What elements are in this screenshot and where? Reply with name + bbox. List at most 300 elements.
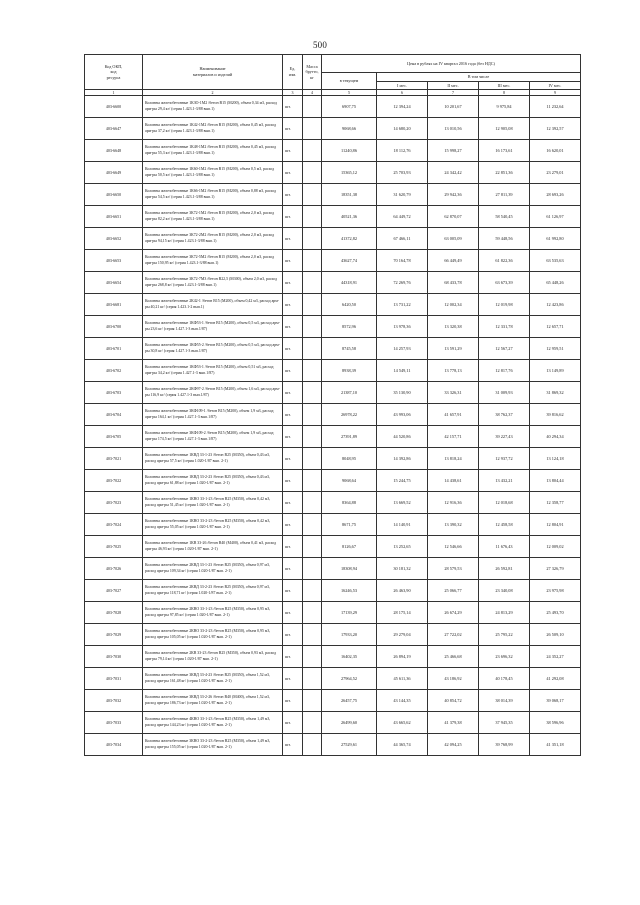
row-name: Колонны железобетонные 1К48-1М2 /бетон В15 (М200), объем 0,45 м3, расход арм-ры 55,3 кг/ (серия 1.423.1-3/88 вып.1) — [143, 140, 283, 162]
row-name: Колонны железобетонные 1К60-1М2 /бетон В15 (М200), объем 0,5 м3, расход арм-ры 50,5 кг/ (серия 1.423.1-3/88 вып.1) — [143, 162, 283, 184]
row-price-current: 44318,91 — [322, 272, 377, 294]
row-price-m2: 13 390,32 — [428, 514, 479, 536]
row-unit: шт. — [283, 316, 303, 338]
row-name: Колонны железобетонные 3КФ109-2 /бетон В15 (М200), объем 1,9 м3, расход арм-ры 174,5 кг/ (серия 1.427.1-3 вып.1/87) — [143, 426, 283, 448]
table-row — [85, 580, 581, 602]
header-name-line2: материалов и изделий — [192, 72, 233, 77]
row-price-m4: 41 351,18 — [530, 734, 581, 756]
row-price-m1: 13 252,65 — [377, 536, 428, 558]
row-price-m2: 68 433,78 — [428, 272, 479, 294]
row-price-current: 26499,60 — [322, 712, 377, 734]
header-incl: В том числе — [377, 73, 581, 82]
row-mass — [303, 470, 322, 492]
row-code: 403-6648 — [85, 140, 143, 162]
row-mass — [303, 360, 322, 382]
row-code: 403-7028 — [85, 602, 143, 624]
row-price-m1: 43 144,35 — [377, 690, 428, 712]
row-mass — [303, 294, 322, 316]
row-price-current: 8671,75 — [322, 514, 377, 536]
row-price-current: 8938,39 — [322, 360, 377, 382]
row-price-m2: 24 342,42 — [428, 162, 479, 184]
row-name: Колонны железобетонные 3КВО 33-2-23 /бетон В25 (М350), объем 1,49 м3, расход арм-ры 155,05 кг/ (серия 1.020-1/87 вып. 2-1) — [143, 734, 283, 756]
row-price-m1: 14 549,11 — [377, 360, 428, 382]
row-unit: шт. — [283, 734, 303, 756]
row-mass — [303, 382, 322, 404]
row-mass — [303, 624, 322, 646]
row-price-m2: 13 818,24 — [428, 448, 479, 470]
row-name: Колонны железобетонные 3К72-2М2 /бетон В15 (М200), объем 2,0 м3, расход арм-ры 94,15 кг/ (серия 1.423.1-3/88 вып.1) — [143, 228, 283, 250]
row-code: 403-6700 — [85, 316, 143, 338]
row-code: 403-7024 — [85, 514, 143, 536]
row-price-m1: 70 164,78 — [377, 250, 428, 272]
row-name: Колонны железобетонные 2К42-1 /бетон В15 (М200), объем 0,42 м3, расход арм-ры 40,21 кг/ (серия 1.423.1-2 вып.1) — [143, 294, 283, 316]
row-unit: шт. — [283, 492, 303, 514]
row-price-m2: 14 438,61 — [428, 470, 479, 492]
row-code: 403-7031 — [85, 668, 143, 690]
row-price-m2: 26 674,29 — [428, 602, 479, 624]
row-mass — [303, 712, 322, 734]
row-mass — [303, 536, 322, 558]
row-unit: шт. — [283, 646, 303, 668]
row-price-m4: 26 509,10 — [530, 624, 581, 646]
row-name: Колонны железобетонные 1КВО 33-1-23 /бетон В25 (М350), объем 0,42 м3, расход арм-ры 51,45 кг/ (серия 1.020-1/87 вып. 2-1) — [143, 492, 283, 514]
row-unit: шт. — [283, 448, 303, 470]
row-name: Колонны железобетонные 1КВ 33-26 /бетон В40 (М400), объем 0,41 м3, расход арм-ры 46,93 кг/ (серия 1.020-1/87 вып. 2-1) — [143, 536, 283, 558]
row-unit: шт. — [283, 250, 303, 272]
row-unit: шт. — [283, 514, 303, 536]
row-code: 403-6654 — [85, 272, 143, 294]
row-name: Колонны железобетонные 3К72-5М2 /бетон В15 (М200), объем 2,0 м3, расход арм-ры 150,95 кг/ (серия 1.423.1-3/88 вып.1) — [143, 250, 283, 272]
row-mass — [303, 668, 322, 690]
row-unit: шт. — [283, 338, 303, 360]
header-price-title: Цена в рублях на IV квартал 2016 года (без НДС) — [322, 55, 581, 73]
row-unit: шт. — [283, 118, 303, 140]
row-name: Колонны железобетонные 3КВД 33-4-23 /бетон В25 (М350), объем 1,52 м3, расход арм-ры 161,48 кг/ (серия 1.020-1/87 вып. 2-1) — [143, 668, 283, 690]
row-mass — [303, 118, 322, 140]
row-price-m1: 43 665,62 — [377, 712, 428, 734]
row-mass — [303, 646, 322, 668]
row-price-m1: 13 731,22 — [377, 294, 428, 316]
table-row — [85, 250, 581, 272]
row-price-m4: 13 124,18 — [530, 448, 581, 470]
row-price-m3: 59 448,56 — [479, 228, 530, 250]
row-name: Колонны железобетонные 1КФ53-1 /бетон В15 (М200), объем 0,51 м3, расход арм-ры 34,2 кг/ (серия 1.427.1-3 вып.1/87) — [143, 360, 283, 382]
row-price-current: 8048,95 — [322, 448, 377, 470]
row-mass — [303, 580, 322, 602]
row-price-current: 41372,82 — [322, 228, 377, 250]
table-row — [85, 382, 581, 404]
row-unit: шт. — [283, 96, 303, 118]
row-code: 403-7022 — [85, 470, 143, 492]
row-unit: шт. — [283, 602, 303, 624]
row-code: 403-6704 — [85, 404, 143, 426]
row-price-current: 17933,20 — [322, 624, 377, 646]
row-price-m4: 11 232,64 — [530, 96, 581, 118]
table-row — [85, 646, 581, 668]
row-mass — [303, 96, 322, 118]
row-code: 403-6702 — [85, 360, 143, 382]
row-code: 403-6600 — [85, 96, 143, 118]
row-code: 403-7025 — [85, 536, 143, 558]
row-price-m4: 13 149,89 — [530, 360, 581, 382]
row-price-current: 27964,52 — [322, 668, 377, 690]
row-price-m4: 61 992,80 — [530, 228, 581, 250]
header-q3: III мес. — [479, 82, 530, 90]
row-price-current: 26457,75 — [322, 690, 377, 712]
row-name: Колонны железобетонные 2КВД 33-2-23 /бетон В25 (М350), объем 0,97 м3, расход арм-ры 118,71 кг/ (серия 1.020-1/87 вып. 2-1) — [143, 580, 283, 602]
row-unit: шт. — [283, 668, 303, 690]
row-price-m4: 13 804,44 — [530, 470, 581, 492]
row-mass — [303, 492, 322, 514]
row-mass — [303, 426, 322, 448]
row-code: 403-7034 — [85, 734, 143, 756]
row-price-m1: 14 392,86 — [377, 448, 428, 470]
row-price-m3: 12 018,68 — [479, 492, 530, 514]
row-price-m1: 15 244,75 — [377, 470, 428, 492]
row-price-current: 8745,58 — [322, 338, 377, 360]
row-price-current: 9068,66 — [322, 118, 377, 140]
row-price-m3: 63 673,39 — [479, 272, 530, 294]
header-row-1 — [85, 55, 581, 73]
row-price-m2: 41 657,91 — [428, 404, 479, 426]
col-num-5: 5 — [322, 90, 377, 96]
table-row — [85, 536, 581, 558]
row-price-m1: 26 463,90 — [377, 580, 428, 602]
row-price-m3: 12 567,27 — [479, 338, 530, 360]
row-code: 403-6652 — [85, 228, 143, 250]
row-mass — [303, 140, 322, 162]
row-name: Колонны железобетонные 2КВ 33-23 /бетон В25 (М350), объем 0,93 м3, расход арм-ры 79,14 кг/ (серия 1.020-1/87 вып. 2-1) — [143, 646, 283, 668]
header-name — [143, 55, 283, 90]
row-unit: шт. — [283, 294, 303, 316]
table-row — [85, 184, 581, 206]
row-price-m1: 45 611,36 — [377, 668, 428, 690]
row-name: Колонны железобетонные 2КВО 33-1-23 /бетон В25 (М350), объем 0,95 м3, расход арм-ры 97,85 кг/ (серия 1.020-1/87 вып. 2-1) — [143, 602, 283, 624]
row-price-current: 15365,12 — [322, 162, 377, 184]
table-row — [85, 294, 581, 316]
row-name: Колонны железобетонные 1К42-1М2 /бетон В15 (М200), объем 0,45 м3, расход арм-ры 37,2 кг/ (серия 1.423.1-3/88 вып.1) — [143, 118, 283, 140]
row-code: 403-7021 — [85, 448, 143, 470]
row-mass — [303, 316, 322, 338]
row-mass — [303, 404, 322, 426]
row-price-m1: 14 140,91 — [377, 514, 428, 536]
row-price-m4: 12 392,57 — [530, 118, 581, 140]
row-code: 403-6705 — [85, 426, 143, 448]
table-row — [85, 514, 581, 536]
header-code-line1: Код ОКП, — [104, 63, 123, 69]
row-price-m2: 13 778,13 — [428, 360, 479, 382]
row-price-m4: 16 620,01 — [530, 140, 581, 162]
page-number: 500 — [312, 40, 328, 50]
table-row — [85, 404, 581, 426]
table-row — [85, 624, 581, 646]
row-price-current: 27391,89 — [322, 426, 377, 448]
row-price-m4: 12 657,71 — [530, 316, 581, 338]
row-price-m1: 67 466,11 — [377, 228, 428, 250]
row-price-m3: 38 762,37 — [479, 404, 530, 426]
row-price-current: 21387,10 — [322, 382, 377, 404]
row-price-m4: 28 693,26 — [530, 184, 581, 206]
row-price-m3: 37 945,35 — [479, 712, 530, 734]
row-price-m1: 43 993,06 — [377, 404, 428, 426]
row-price-m1: 44 520,86 — [377, 426, 428, 448]
row-price-m3: 24 813,29 — [479, 602, 530, 624]
row-price-m3: 22 851,36 — [479, 162, 530, 184]
row-price-m4: 12 358,77 — [530, 492, 581, 514]
row-price-m4: 23 975,98 — [530, 580, 581, 602]
row-mass — [303, 206, 322, 228]
row-price-current: 8572,96 — [322, 316, 377, 338]
row-price-m3: 40 178,45 — [479, 668, 530, 690]
header-name-line1: Наименование — [199, 66, 226, 72]
table-row — [85, 162, 581, 184]
header-mass-line1: Масса — [306, 63, 318, 69]
row-price-current: 16402,35 — [322, 646, 377, 668]
row-price-m2: 10 201,67 — [428, 96, 479, 118]
col-num-8: 8 — [479, 90, 530, 96]
row-code: 403-6681 — [85, 294, 143, 316]
row-price-m1: 14 257,93 — [377, 338, 428, 360]
row-price-m3: 27 811,39 — [479, 184, 530, 206]
row-price-m2: 12 916,36 — [428, 492, 479, 514]
row-price-m2: 12 546,66 — [428, 536, 479, 558]
row-price-m1: 14 680,20 — [377, 118, 428, 140]
row-name: Колонны железобетонные 1КВД 33-1-23 /бетон В25 (М350), объем 0,43 м3, расход арм-ры 57,5 кг/ (серия 1.020-1/87 вып. 2-1) — [143, 448, 283, 470]
row-price-m2: 66 449,49 — [428, 250, 479, 272]
row-price-m3: 38 014,39 — [479, 690, 530, 712]
row-price-m3: 9 975,84 — [479, 96, 530, 118]
table-row — [85, 558, 581, 580]
col-num-6: 6 — [377, 90, 428, 96]
row-price-current: 17139,29 — [322, 602, 377, 624]
row-name: Колонны железобетонные 4КВО 33-1-23 /бетон В25 (М350), объем 1,49 м3, расход арм-ры 144,23 кг/ (серия 1.020-1/87 вып. 2-1) — [143, 712, 283, 734]
table-row — [85, 316, 581, 338]
row-price-m4: 40 294,34 — [530, 426, 581, 448]
table-row — [85, 668, 581, 690]
row-price-m2: 25 466,68 — [428, 646, 479, 668]
row-mass — [303, 184, 322, 206]
row-code: 403-7033 — [85, 712, 143, 734]
row-price-m2: 29 942,36 — [428, 184, 479, 206]
header-code-line3: ресурса — [106, 74, 121, 80]
table-row — [85, 338, 581, 360]
row-mass — [303, 448, 322, 470]
table-row — [85, 140, 581, 162]
row-name: Колонны железобетонные 1КЗО-1М2 /бетон В15 (М200), объем 0,34 м3, расход арм-ры 29,4 кг/ (серия 1.423.1-3/88 вып.1) — [143, 96, 283, 118]
row-unit: шт. — [283, 272, 303, 294]
table-row — [85, 228, 581, 250]
row-price-current: 40521,36 — [322, 206, 377, 228]
row-code: 403-7027 — [85, 580, 143, 602]
row-name: Колонны железобетонные 2КФ97-2 /бетон В15 (М200), объем 1,6 м3, расход арм-ры 116,9 кг/ (серия 1.427.1-3 вып.1/87) — [143, 382, 283, 404]
table-row — [85, 470, 581, 492]
row-unit: шт. — [283, 712, 303, 734]
row-mass — [303, 514, 322, 536]
row-name: Колонны железобетонные 1КФ55-2 /бетон В15 (М200), объем 0,5 м3, расход арм-ры 30,8 кг/ (серия 1.427.1-3 вып.1/87) — [143, 338, 283, 360]
row-price-m2: 41 379,38 — [428, 712, 479, 734]
header-q2: II мес. — [428, 82, 479, 90]
row-price-current: 18351,38 — [322, 184, 377, 206]
row-price-m3: 58 540,45 — [479, 206, 530, 228]
header-basis: в текущем — [322, 73, 377, 90]
row-price-m2: 15 998,27 — [428, 140, 479, 162]
row-mass — [303, 602, 322, 624]
row-price-m3: 61 822,36 — [479, 250, 530, 272]
row-price-m1: 31 620,79 — [377, 184, 428, 206]
row-price-m2: 40 854,72 — [428, 690, 479, 712]
row-mass — [303, 162, 322, 184]
row-unit: шт. — [283, 404, 303, 426]
col-num-4: 4 — [303, 90, 322, 96]
row-price-current: 27529,61 — [322, 734, 377, 756]
row-price-m3: 39 768,99 — [479, 734, 530, 756]
row-price-current: 6907,75 — [322, 96, 377, 118]
row-price-m1: 26 894,19 — [377, 646, 428, 668]
col-num-2: 2 — [143, 90, 283, 96]
row-price-m2: 25 066,77 — [428, 580, 479, 602]
col-num-7: 7 — [428, 90, 479, 96]
row-code: 403-7030 — [85, 646, 143, 668]
row-price-m3: 12 937,72 — [479, 448, 530, 470]
row-price-m2: 42 094,25 — [428, 734, 479, 756]
row-unit: шт. — [283, 426, 303, 448]
row-price-current: 43627,74 — [322, 250, 377, 272]
table-row — [85, 272, 581, 294]
header-mass-line3: кг — [310, 74, 314, 80]
row-code: 403-7026 — [85, 558, 143, 580]
row-price-m4: 12 804,91 — [530, 514, 581, 536]
row-price-m4: 63 535,63 — [530, 250, 581, 272]
row-name: Колонны железобетонные 2КВД 33-1-23 /бетон В25 (М350), объем 0,97 м3, расход арм-ры 109,34 кг/ (серия 1.020-1/87 вып. 2-1) — [143, 558, 283, 580]
row-unit: шт. — [283, 580, 303, 602]
row-name: Колонны железобетонные 3К72-1М2 /бетон В15 (М200), объем 2,0 м3, расход арм-ры 82,2 кг/ (серия 1.423.1-3/88 вып.1) — [143, 206, 283, 228]
row-unit: шт. — [283, 558, 303, 580]
row-price-current: 8126,67 — [322, 536, 377, 558]
row-price-m3: 31 009,93 — [479, 382, 530, 404]
row-code: 403-6649 — [85, 162, 143, 184]
row-price-m4: 39 068,17 — [530, 690, 581, 712]
table-row — [85, 206, 581, 228]
row-price-m2: 13 010,56 — [428, 118, 479, 140]
price-table — [84, 54, 581, 756]
row-name: Колонны железобетонные 3КВД 33-2-26 /бетон В40 (М400), объем 1,52 м3, расход арм-ры 186,73 кг/ (серия 1.020-1/87 вып. 2-1) — [143, 690, 283, 712]
row-price-current: 6420,50 — [322, 294, 377, 316]
row-unit: шт. — [283, 162, 303, 184]
row-unit: шт. — [283, 206, 303, 228]
row-name: Колонны железобетонные 1КВО 33-2-23 /бетон В25 (М350), объем 0,42 м3, расход арм-ры 55,05 кг/ (серия 1.020-1/87 вып. 2-1) — [143, 514, 283, 536]
row-unit: шт. — [283, 184, 303, 206]
row-price-m3: 39 227,43 — [479, 426, 530, 448]
row-price-m3: 11 676,43 — [479, 536, 530, 558]
row-price-m3: 12 331,78 — [479, 316, 530, 338]
table-row — [85, 448, 581, 470]
row-price-m4: 12 009,02 — [530, 536, 581, 558]
row-price-m1: 13 978,36 — [377, 316, 428, 338]
row-price-m1: 12 394,24 — [377, 96, 428, 118]
col-num-9: 9 — [530, 90, 581, 96]
header-mass — [303, 55, 322, 90]
row-price-m4: 39 816,62 — [530, 404, 581, 426]
row-price-m2: 12 002,34 — [428, 294, 479, 316]
row-price-m3: 12 905,08 — [479, 118, 530, 140]
row-unit: шт. — [283, 140, 303, 162]
row-price-m4: 61 126,97 — [530, 206, 581, 228]
row-price-m2: 43 186,92 — [428, 668, 479, 690]
row-price-m2: 62 870,07 — [428, 206, 479, 228]
row-price-current: 9068,64 — [322, 470, 377, 492]
row-price-m1: 44 365,74 — [377, 734, 428, 756]
row-price-m4: 41 292,08 — [530, 668, 581, 690]
row-price-m4: 23 279,01 — [530, 162, 581, 184]
table-row — [85, 426, 581, 448]
row-price-m1: 18 112,76 — [377, 140, 428, 162]
row-mass — [303, 558, 322, 580]
row-unit: шт. — [283, 690, 303, 712]
table-row — [85, 712, 581, 734]
row-price-current: 8364,88 — [322, 492, 377, 514]
header-q4: IV мес. — [530, 82, 581, 90]
table-row — [85, 360, 581, 382]
row-price-m2: 42 157,71 — [428, 426, 479, 448]
row-price-m2: 63 005,09 — [428, 228, 479, 250]
row-price-m3: 12 458,58 — [479, 514, 530, 536]
row-name: Колонны железобетонные 3К72-7М3 /бетон В22,5 (М300), объем 2,0 м3, расход арм-ры 268,8 кг/ (серия 1.423.1-3/88 вып.1) — [143, 272, 283, 294]
row-unit: шт. — [283, 470, 303, 492]
col-num-1: 1 — [85, 90, 143, 96]
row-price-m2: 28 579,53 — [428, 558, 479, 580]
row-price-m4: 24 352,27 — [530, 646, 581, 668]
row-mass — [303, 228, 322, 250]
row-price-m4: 31 869,32 — [530, 382, 581, 404]
row-price-m1: 30 181,32 — [377, 558, 428, 580]
row-unit: шт. — [283, 624, 303, 646]
row-price-m3: 13 432,21 — [479, 470, 530, 492]
row-price-m1: 64 449,72 — [377, 206, 428, 228]
row-price-m2: 33 326,31 — [428, 382, 479, 404]
row-price-m4: 38 596,96 — [530, 712, 581, 734]
row-price-m4: 27 326,79 — [530, 558, 581, 580]
row-name: Колонны железобетонные 1КФ53-1 /бетон В15 (М200), объем 0,5 м3, расход арм-ры 23,6 кг/ (серия 1.427.1-3 вып.1/87) — [143, 316, 283, 338]
row-unit: шт. — [283, 228, 303, 250]
row-price-m1: 72 269,76 — [377, 272, 428, 294]
header-unit-line2: изм. — [288, 72, 297, 77]
table-row — [85, 492, 581, 514]
row-code: 403-6651 — [85, 206, 143, 228]
header-code — [85, 55, 143, 90]
table-row — [85, 96, 581, 118]
row-price-m1: 29 279,04 — [377, 624, 428, 646]
row-mass — [303, 250, 322, 272]
row-price-current: 18308,94 — [322, 558, 377, 580]
row-mass — [303, 338, 322, 360]
row-mass — [303, 690, 322, 712]
row-mass — [303, 272, 322, 294]
row-price-m4: 25 493,70 — [530, 602, 581, 624]
row-price-m3: 23 696,32 — [479, 646, 530, 668]
col-num-3: 3 — [283, 90, 303, 96]
row-price-m4: 12 959,51 — [530, 338, 581, 360]
row-code: 403-6650 — [85, 184, 143, 206]
row-price-current: 16246,53 — [322, 580, 377, 602]
row-name: Колонны железобетонные 3КФ109-1 /бетон В15 (М200), объем 1,9 м3, расход арм-ры 164,1 кг/ (серия 1.427.1-3 вып.1/87) — [143, 404, 283, 426]
row-unit: шт. — [283, 536, 303, 558]
row-code: 403-7023 — [85, 492, 143, 514]
row-price-m1: 35 130,90 — [377, 382, 428, 404]
header-unit — [283, 55, 303, 90]
table-row — [85, 118, 581, 140]
row-name: Колонны железобетонные 1КВД 33-2-23 /бетон В25 (М350), объем 0,43 м3, расход арм-ры 61,88 кг/ (серия 1.020-1/87 вып. 2-1) — [143, 470, 283, 492]
row-price-current: 26978,22 — [322, 404, 377, 426]
